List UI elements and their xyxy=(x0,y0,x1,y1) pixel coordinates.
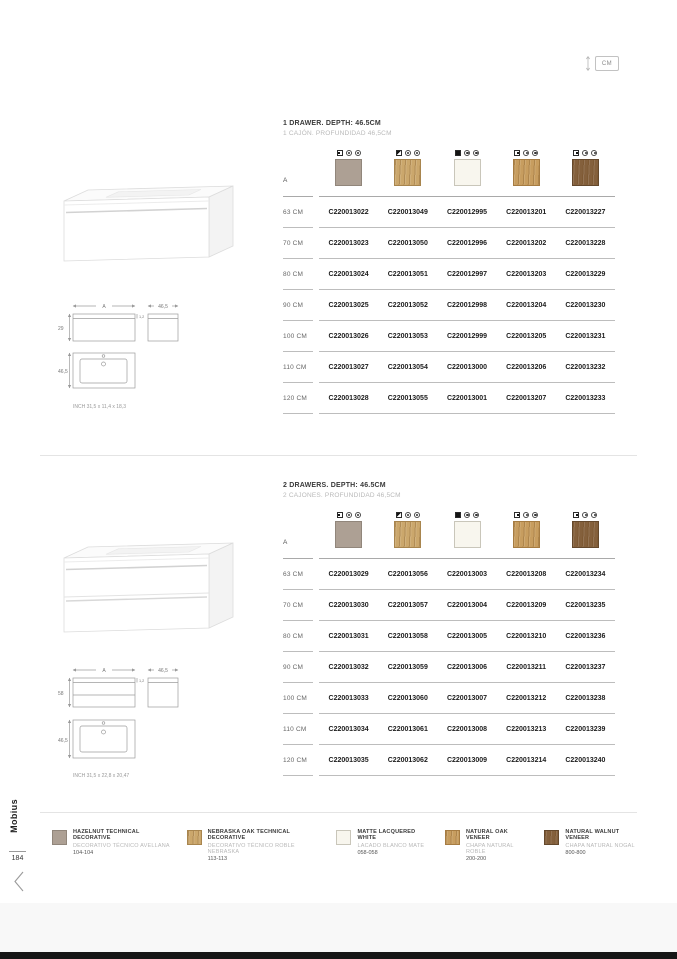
table-row xyxy=(283,259,615,290)
ring-circle-icon xyxy=(532,150,538,156)
legend-name-es: LACADO BLANCO MATE xyxy=(357,842,425,849)
code-cells xyxy=(319,228,615,259)
size-label: 100 CM xyxy=(283,683,313,714)
dot-finish-icon xyxy=(573,150,579,156)
care-circle-icon xyxy=(405,150,411,156)
footer-band xyxy=(0,903,677,952)
ring-circle-icon xyxy=(355,150,361,156)
finish-property-icons xyxy=(572,149,599,156)
legend-name-en: NATURAL WALNUT VENEER xyxy=(565,829,620,841)
product-code: C220013006 xyxy=(446,663,488,671)
section-divider xyxy=(40,812,637,813)
product-code: C220013033 xyxy=(328,694,369,702)
width-column-header: A xyxy=(283,146,313,197)
size-label: 120 CM xyxy=(283,383,313,414)
code-cells xyxy=(319,559,615,590)
product-code: C220013000 xyxy=(446,363,488,371)
table-row xyxy=(283,321,615,352)
product-code: C220013060 xyxy=(387,694,428,702)
product-code: C220013050 xyxy=(387,239,428,247)
material-swatch-natural-oak-veneer xyxy=(513,159,540,186)
code-cells xyxy=(319,621,615,652)
table-row xyxy=(283,714,615,745)
legend-name-es: DECORATIVO TÉCNICO AVELLANA xyxy=(73,842,170,849)
product-code: C220013208 xyxy=(506,570,547,578)
product-code: C220013228 xyxy=(565,239,606,247)
code-cells xyxy=(319,683,615,714)
width-column-header: A xyxy=(283,508,313,559)
legend-name-en: NATURAL OAK VENEER xyxy=(465,829,508,841)
product-code: C220013058 xyxy=(387,632,428,640)
dot-finish-icon xyxy=(514,150,520,156)
solid-finish-icon xyxy=(455,512,461,518)
swatch-header-row xyxy=(319,146,615,197)
ring-circle-icon xyxy=(414,512,420,518)
code-cells xyxy=(319,745,615,776)
product-code: C220013053 xyxy=(387,332,428,340)
swatch-column-nebraska-oak-technical-decorative xyxy=(378,511,437,548)
product-code: C220013227 xyxy=(565,208,606,216)
size-label: 63 CM xyxy=(283,197,313,228)
legend-swatch-hazelnut-technical-decorative xyxy=(52,830,67,845)
table-row xyxy=(283,290,615,321)
product-code: C220013212 xyxy=(506,694,547,702)
ring-circle-icon xyxy=(532,512,538,518)
finish-property-icons xyxy=(394,149,421,156)
code-cells xyxy=(319,652,615,683)
legend-code: 200-200 xyxy=(465,856,487,862)
material-swatch-hazelnut-technical-decorative xyxy=(335,521,362,548)
dim-top-depth-label: 46,5 xyxy=(58,369,68,375)
footer-bar xyxy=(0,952,677,959)
finish-property-icons xyxy=(335,149,362,156)
mark-finish-icon xyxy=(337,150,343,156)
swatch-column-matte-lacquered-white xyxy=(437,149,496,186)
product-code: C220013202 xyxy=(506,239,547,247)
product-code: C220013022 xyxy=(328,208,369,216)
code-cells xyxy=(319,259,615,290)
table-row xyxy=(283,352,615,383)
half-finish-icon xyxy=(396,512,402,518)
product-code: C220013209 xyxy=(506,601,547,609)
table-header xyxy=(283,508,615,559)
table-row xyxy=(283,197,615,228)
section-title-en: 1 DRAWER. DEPTH: 46.5CM xyxy=(283,120,381,127)
product-code: C220013051 xyxy=(387,270,428,278)
legend-text xyxy=(73,829,173,862)
product-code: C220013206 xyxy=(506,363,547,371)
legend-name-en: NEBRASKA OAK TECHNICAL DECORATIVE xyxy=(207,829,290,841)
product-code: C220013003 xyxy=(446,570,488,578)
product-code: C220013031 xyxy=(328,632,369,640)
care-circle-icon xyxy=(582,512,588,518)
product-code: C220013034 xyxy=(328,725,369,733)
finish-property-icons xyxy=(513,511,540,518)
care-circle-icon xyxy=(405,512,411,518)
material-swatch-hazelnut-technical-decorative xyxy=(335,159,362,186)
product-code: C220013029 xyxy=(328,570,369,578)
product-table-2-drawers xyxy=(283,508,615,776)
product-code: C220013062 xyxy=(387,756,428,764)
product-code: C220013023 xyxy=(328,239,369,247)
product-code: C220012998 xyxy=(446,301,488,309)
legend-code: 058-058 xyxy=(357,850,378,856)
product-code: C220013240 xyxy=(565,756,606,764)
size-label: 70 CM xyxy=(283,228,313,259)
product-code: C220013236 xyxy=(565,632,606,640)
legend-text xyxy=(208,829,323,862)
dim-thickness-label: 1,2 xyxy=(139,315,145,319)
product-code: C220012997 xyxy=(446,270,488,278)
product-code: C220013214 xyxy=(506,756,547,764)
product-code: C220013025 xyxy=(328,301,369,309)
vanity-front-face xyxy=(64,197,209,261)
swatch-header-row xyxy=(319,508,615,559)
vanity-2-drawers-illustration xyxy=(50,512,240,642)
swatch-column-natural-walnut-veneer xyxy=(556,511,615,548)
product-code: C220013024 xyxy=(328,270,369,278)
product-code: C220013009 xyxy=(446,756,488,764)
product-code: C220013233 xyxy=(565,394,606,402)
product-code: C220013057 xyxy=(387,601,428,609)
product-code: C220013001 xyxy=(446,394,488,402)
size-label: 90 CM xyxy=(283,652,313,683)
size-label: 90 CM xyxy=(283,290,313,321)
dot-finish-icon xyxy=(514,512,520,518)
product-code: C220013035 xyxy=(328,756,369,764)
care-circle-icon xyxy=(582,150,588,156)
legend-swatch-nebraska-oak-technical-decorative xyxy=(187,830,202,845)
dim-inches-label: INCH 31,5 x 11,4 x 18,3 xyxy=(73,404,126,410)
legend-item-natural-oak-veneer xyxy=(445,829,530,862)
legend-name-en: MATTE LACQUERED WHITE xyxy=(357,829,416,841)
swatch-column-natural-walnut-veneer xyxy=(556,149,615,186)
ring-circle-icon xyxy=(591,150,597,156)
dim-width-label: A xyxy=(102,668,106,674)
ring-circle-icon xyxy=(473,150,479,156)
product-code: C220013061 xyxy=(387,725,428,733)
dimension-drawing-1 xyxy=(58,294,248,414)
swatch-column-matte-lacquered-white xyxy=(437,511,496,548)
size-label: 63 CM xyxy=(283,559,313,590)
section-1-title xyxy=(283,120,392,137)
swatch-column-natural-oak-veneer xyxy=(497,511,556,548)
code-cells xyxy=(319,352,615,383)
dim-thickness-label: 1,2 xyxy=(139,679,145,683)
product-code: C220013207 xyxy=(506,394,547,402)
section-title-es: 2 CAJONES. PROFUNDIDAD 46,5CM xyxy=(283,491,401,499)
legend-name-es: CHAPA NATURAL NOGAL xyxy=(565,842,635,849)
product-code: C220013235 xyxy=(565,601,606,609)
table-row xyxy=(283,621,615,652)
product-code: C220013231 xyxy=(565,332,606,340)
swatch-column-nebraska-oak-technical-decorative xyxy=(378,149,437,186)
swatch-column-natural-oak-veneer xyxy=(497,149,556,186)
product-code: C220013213 xyxy=(506,725,547,733)
product-code: C220013237 xyxy=(565,663,606,671)
care-circle-icon xyxy=(464,150,470,156)
product-code: C220013230 xyxy=(565,301,606,309)
product-code: C220013028 xyxy=(328,394,369,402)
size-label: 120 CM xyxy=(283,745,313,776)
vanity-1-drawer-illustration xyxy=(50,155,240,270)
table-row xyxy=(283,228,615,259)
dim-inches-label: INCH 31,5 x 22,8 x 20,47 xyxy=(73,773,130,779)
section-title-es: 1 CAJÓN. PROFUNDIDAD 46,5CM xyxy=(283,129,392,137)
product-code: C220013232 xyxy=(565,363,606,371)
product-code: C220013205 xyxy=(506,332,547,340)
mark-finish-icon xyxy=(337,512,343,518)
ring-circle-icon xyxy=(473,512,479,518)
dim-depth-label: 46,5 xyxy=(158,668,168,674)
materials-legend xyxy=(52,829,640,862)
collection-name-vertical: Mobius xyxy=(9,799,19,833)
product-code: C220013201 xyxy=(506,208,547,216)
table-row xyxy=(283,559,615,590)
ring-circle-icon xyxy=(414,150,420,156)
vanity-side-face xyxy=(209,186,233,257)
table-row xyxy=(283,383,615,414)
product-code: C220013238 xyxy=(565,694,606,702)
section-divider xyxy=(40,455,637,456)
code-cells xyxy=(319,590,615,621)
care-circle-icon xyxy=(346,512,352,518)
material-swatch-matte-lacquered-white xyxy=(454,159,481,186)
table-row xyxy=(283,590,615,621)
product-code: C220013239 xyxy=(565,725,606,733)
finish-property-icons xyxy=(394,511,421,518)
table-row xyxy=(283,652,615,683)
product-code: C220013229 xyxy=(565,270,606,278)
product-code: C220013032 xyxy=(328,663,369,671)
product-code: C220013210 xyxy=(506,632,547,640)
legend-code: 800-800 xyxy=(565,850,586,856)
product-code: C220013008 xyxy=(446,725,488,733)
legend-item-natural-walnut-veneer xyxy=(544,829,640,862)
solid-finish-icon xyxy=(455,150,461,156)
product-code: C220012996 xyxy=(446,239,488,247)
section-2-title xyxy=(283,482,401,499)
code-cells xyxy=(319,197,615,228)
product-code: C220013055 xyxy=(387,394,428,402)
dim-height-label: 58 xyxy=(58,691,64,697)
legend-text xyxy=(565,829,640,862)
product-code: C220013204 xyxy=(506,301,547,309)
material-swatch-natural-oak-veneer xyxy=(513,521,540,548)
vertical-arrow-icon xyxy=(584,56,592,71)
swatch-column-hazelnut-technical-decorative xyxy=(319,511,378,548)
product-code: C220013234 xyxy=(565,570,606,578)
code-cells xyxy=(319,383,615,414)
legend-item-hazelnut-technical-decorative xyxy=(52,829,173,862)
material-swatch-matte-lacquered-white xyxy=(454,521,481,548)
finish-property-icons xyxy=(572,511,599,518)
product-code: C220013004 xyxy=(446,601,488,609)
dim-width-label: A xyxy=(102,304,106,310)
section-title-en: 2 DRAWERS. DEPTH: 46.5CM xyxy=(283,482,386,489)
code-cells xyxy=(319,290,615,321)
dim-top-depth-label: 46,5 xyxy=(58,738,68,744)
ring-circle-icon xyxy=(355,512,361,518)
product-code: C220013056 xyxy=(387,570,428,578)
legend-text xyxy=(357,829,431,862)
product-code: C220013052 xyxy=(387,301,428,309)
legend-item-nebraska-oak-technical-decorative xyxy=(187,829,323,862)
size-label: 80 CM xyxy=(283,621,313,652)
dimension-drawing-2 xyxy=(58,658,248,783)
care-circle-icon xyxy=(346,150,352,156)
table-row xyxy=(283,683,615,714)
product-table-1-drawer xyxy=(283,146,615,414)
legend-name-es: CHAPA NATURAL ROBLE xyxy=(465,842,514,855)
code-cells xyxy=(319,321,615,352)
code-cells xyxy=(319,714,615,745)
legend-code: 113-113 xyxy=(207,856,228,862)
material-swatch-nebraska-oak-technical-decorative xyxy=(394,159,421,186)
legend-swatch-natural-oak-veneer xyxy=(445,830,460,845)
size-label: 70 CM xyxy=(283,590,313,621)
care-circle-icon xyxy=(523,150,529,156)
cm-unit-label: CM xyxy=(595,56,619,71)
finish-property-icons xyxy=(454,149,481,156)
legend-swatch-matte-lacquered-white xyxy=(336,830,351,845)
product-code: C220013005 xyxy=(446,632,488,640)
legend-swatch-natural-walnut-veneer xyxy=(544,830,559,845)
product-code: C220013211 xyxy=(506,663,547,671)
material-swatch-natural-walnut-veneer xyxy=(572,159,599,186)
product-code: C220013203 xyxy=(506,270,547,278)
finish-property-icons xyxy=(513,149,540,156)
dim-depth-label: 46,5 xyxy=(158,304,168,310)
size-label: 110 CM xyxy=(283,352,313,383)
rail-divider-line xyxy=(9,851,26,852)
product-code: C220012999 xyxy=(446,332,488,340)
vanity-side-face xyxy=(209,543,233,628)
legend-text xyxy=(466,829,530,862)
ring-circle-icon xyxy=(591,512,597,518)
product-code: C220012995 xyxy=(446,208,488,216)
page-number: 184 xyxy=(11,855,24,862)
material-swatch-nebraska-oak-technical-decorative xyxy=(394,521,421,548)
product-code: C220013030 xyxy=(328,601,369,609)
size-label: 100 CM xyxy=(283,321,313,352)
swatch-column-hazelnut-technical-decorative xyxy=(319,149,378,186)
finish-property-icons xyxy=(335,511,362,518)
finish-property-icons xyxy=(454,511,481,518)
dot-finish-icon xyxy=(573,512,579,518)
product-code: C220013049 xyxy=(387,208,428,216)
care-circle-icon xyxy=(464,512,470,518)
size-label: 80 CM xyxy=(283,259,313,290)
units-cm-badge xyxy=(584,56,619,71)
care-circle-icon xyxy=(523,512,529,518)
legend-code: 104-104 xyxy=(73,850,94,856)
legend-item-matte-lacquered-white xyxy=(336,829,431,862)
size-label: 110 CM xyxy=(283,714,313,745)
dim-height-label: 29 xyxy=(58,326,64,332)
product-code: C220013026 xyxy=(328,332,369,340)
material-swatch-natural-walnut-veneer xyxy=(572,521,599,548)
product-code: C220013027 xyxy=(328,363,369,371)
previous-page-chevron-icon[interactable] xyxy=(12,870,26,893)
product-code: C220013054 xyxy=(387,363,428,371)
table-row xyxy=(283,745,615,776)
legend-name-es: DECORATIVO TÉCNICO ROBLE NEBRASKA xyxy=(207,842,295,855)
half-finish-icon xyxy=(396,150,402,156)
product-code: C220013059 xyxy=(387,663,428,671)
table-header xyxy=(283,146,615,197)
product-code: C220013007 xyxy=(446,694,488,702)
legend-name-en: HAZELNUT TECHNICAL DECORATIVE xyxy=(73,829,140,841)
